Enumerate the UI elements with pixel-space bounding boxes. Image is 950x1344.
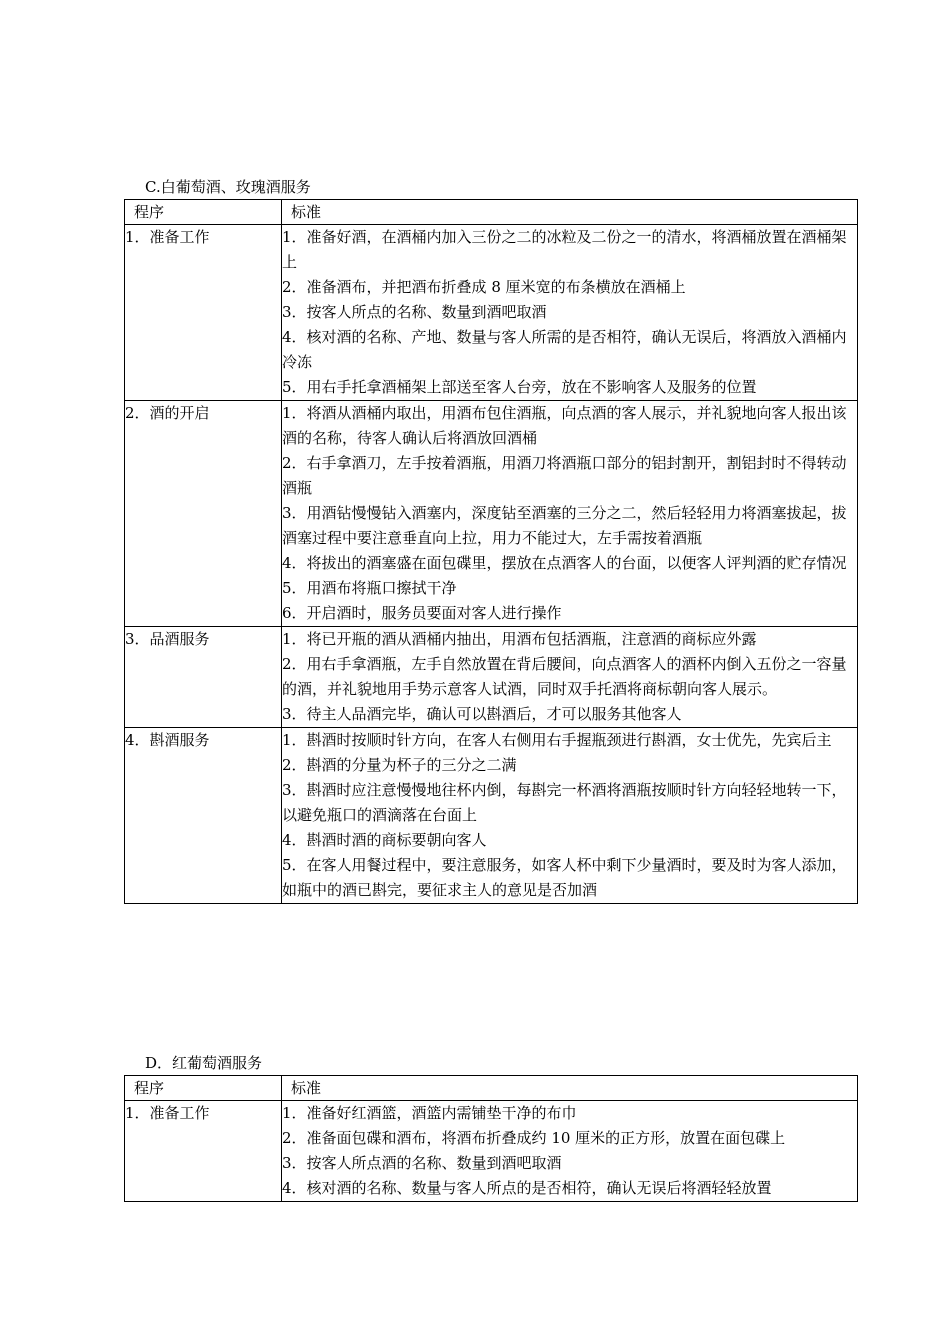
standard-item: 6．开启酒时，服务员要面对客人进行操作 (282, 604, 562, 622)
header-standard: 标准 (282, 200, 858, 225)
header-procedure: 程序 (125, 200, 282, 225)
standard-cell (282, 728, 858, 904)
step-label: 2．酒的开启 (125, 401, 282, 627)
section-d-table (124, 1075, 858, 1202)
standard-cell (282, 225, 858, 401)
standard-item: 3．斟酒时应注意慢慢地往杯内倒，每斟完一杯酒将酒瓶按顺时针方向轻轻地转一下，以避免瓶口的酒滴落在台面上 (282, 781, 847, 824)
standard-cell (282, 401, 858, 627)
standard-cell (282, 1101, 858, 1202)
standard-item: 4．核对酒的名称、数量与客人所点的是否相符，确认无误后将酒轻轻放置 (282, 1179, 772, 1197)
table-header-row (125, 1076, 858, 1101)
standard-item: 4．斟酒时酒的商标要朝向客人 (282, 831, 487, 849)
standard-item: 1．准备好红酒篮，酒篮内需铺垫干净的布巾 (282, 1104, 577, 1122)
standard-item: 3．按客人所点酒的名称、数量到酒吧取酒 (282, 1154, 562, 1172)
standard-item: 1．斟酒时按顺时针方向，在客人右侧用右手握瓶颈进行斟酒，女士优先，先宾后主 (282, 731, 832, 749)
standard-item: 1．将已开瓶的酒从酒桶内抽出，用酒布包括酒瓶，注意酒的商标应外露 (282, 630, 757, 648)
standard-item: 2．斟酒的分量为杯子的三分之二满 (282, 756, 517, 774)
table-row (125, 225, 858, 401)
standard-item: 4．核对酒的名称、产地、数量与客人所需的是否相符，确认无误后，将酒放入酒桶内冷冻 (282, 328, 847, 371)
section-c-title: C.白葡萄酒、玫瑰酒服务 (145, 178, 311, 196)
header-procedure: 程序 (125, 1076, 282, 1101)
step-label: 1．准备工作 (125, 225, 282, 401)
standard-cell (282, 627, 858, 728)
section-c-table (124, 199, 858, 904)
table-row (125, 728, 858, 904)
standard-item: 5．用酒布将瓶口擦拭干净 (282, 579, 457, 597)
table-row (125, 1101, 858, 1202)
step-label: 4．斟酒服务 (125, 728, 282, 904)
standard-item: 2．准备酒布，并把酒布折叠成 8 厘米宽的布条横放在酒桶上 (282, 278, 686, 296)
header-standard: 标准 (282, 1076, 858, 1101)
section-d-title: D．红葡萄酒服务 (145, 1054, 263, 1072)
standard-item: 3．待主人品酒完毕，确认可以斟酒后，才可以服务其他客人 (282, 705, 682, 723)
step-label: 3．品酒服务 (125, 627, 282, 728)
standard-item: 1．将酒从酒桶内取出，用酒布包住酒瓶，向点酒的客人展示，并礼貌地向客人报出该酒的名称，待客人确认后将酒放回酒桶 (282, 404, 847, 447)
standard-item: 4．将拔出的酒塞盛在面包碟里，摆放在点酒客人的台面，以便客人评判酒的贮存情况 (282, 554, 847, 572)
table-row (125, 627, 858, 728)
table-header-row (125, 200, 858, 225)
step-label: 1．准备工作 (125, 1101, 282, 1202)
standard-item: 1．准备好酒，在酒桶内加入三份之二的冰粒及二份之一的清水，将酒桶放置在酒桶架上 (282, 228, 847, 271)
standard-item: 5．在客人用餐过程中，要注意服务，如客人杯中剩下少量酒时，要及时为客人添加，如瓶中的酒已斟完，要征求主人的意见是否加酒 (282, 856, 847, 899)
standard-item: 2．准备面包碟和酒布，将酒布折叠成约 10 厘米的正方形，放置在面包碟上 (282, 1129, 786, 1147)
standard-item: 3．用酒钻慢慢钻入酒塞内，深度钻至酒塞的三分之二，然后轻轻用力将酒塞拔起，拔酒塞过程中要注意垂直向上拉，用力不能过大，左手需按着酒瓶 (282, 504, 847, 547)
standard-item: 5．用右手托拿酒桶架上部送至客人台旁，放在不影响客人及服务的位置 (282, 378, 757, 396)
standard-item: 2．右手拿酒刀，左手按着酒瓶，用酒刀将酒瓶口部分的铝封割开，割铝封时不得转动酒瓶 (282, 454, 847, 497)
standard-item: 3．按客人所点的名称、数量到酒吧取酒 (282, 303, 547, 321)
standard-item: 2．用右手拿酒瓶，左手自然放置在背后腰间，向点酒客人的酒杯内倒入五份之一容量的酒，并礼貌地用手势示意客人试酒，同时双手托酒将商标朝向客人展示。 (282, 655, 847, 698)
table-row (125, 401, 858, 627)
